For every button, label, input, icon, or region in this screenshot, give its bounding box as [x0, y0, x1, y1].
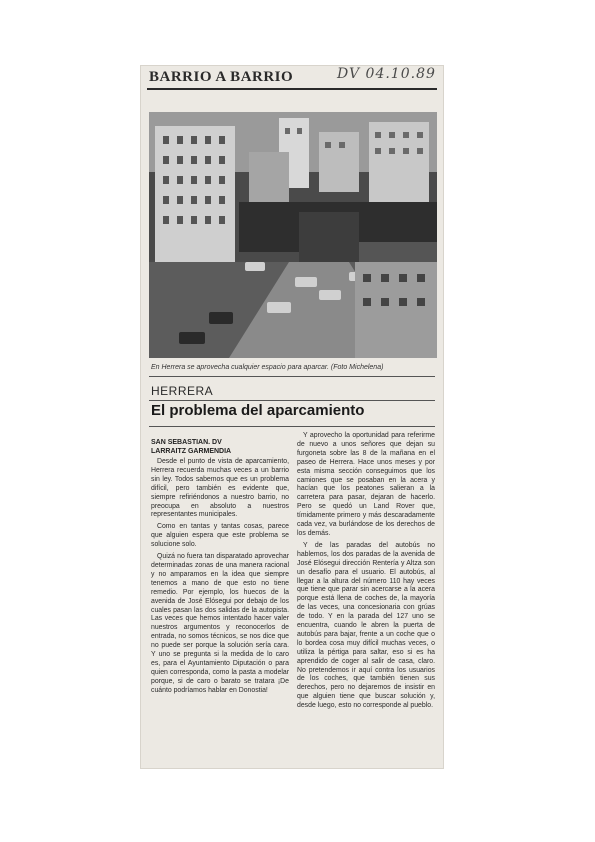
byline [151, 438, 231, 456]
caption-rule [149, 376, 435, 377]
kicker-rule [149, 400, 435, 401]
newspaper-clipping [141, 66, 443, 768]
section-heading: BARRIO A BARRIO [149, 69, 294, 85]
byline-location: SAN SEBASTIAN. DV [151, 439, 222, 446]
photo-illustration [149, 112, 437, 358]
handwritten-date-note: DV 04.10.89 [337, 66, 436, 82]
paragraph: Desde el punto de vista de aparcamiento, Herrera recuerda muchas veces a un barrio sin ley. Todos sabemos que es un problema difícil, pero también es evidente que, siempre refiriéndonos a nuestro barrio, no preocupa en absoluto a nuestros representantes municipales. [151, 458, 289, 519]
section-rule [147, 88, 437, 90]
paragraph: Y aprovecho la oportunidad para referirme de nuevo a unos señores que dejan su furgoneta sobre las 8 de la mañana en el paseo de Herrera. Hace unos meses y por esta misma sección conseguimos que los camiones que se posaban en la acera y hacían que los peatones salieran a la carretera para pasar, dejaran de hacerlo. Pero se quedó un Land Rover que, tímidamente primero y más descaradamente cada vez, va burlándose de los derechos de los demás. [297, 432, 435, 537]
headline: El problema del aparcamiento [151, 402, 365, 419]
byline-author: LARRAITZ GARMENDIA [151, 448, 232, 455]
body-column-right [297, 432, 435, 714]
body-column-left [151, 458, 289, 699]
kicker: HERRERA [151, 384, 214, 398]
paragraph: Quizá no fuera tan disparatado aprovechar determinadas zonas de una manera racional y no amparamos en la idea que siempre tenemos a mano de que esto no tiene remedio. Por ejemplo, los huecos de la avenida de José Elósegui por debajo de los cuales pasan las dos salidas de la autopista. Las veces que hemos intentado hacer valer nuestros argumentos y reconocerlos de entrada, no somos técnicos, se nos dice que no puede ser porque la solución sería cara. Y uno se pregunta si la medida de lo caro es, para el Ayuntamiento Diputación o para quien corresponda, como la pasta a modelar porque, si de caro o barato se tratara ¡De cuánto podríamos hablar en Donostia! [151, 553, 289, 694]
news-photo [149, 112, 437, 358]
headline-rule [149, 426, 435, 427]
paragraph: Y de las paradas del autobús no hablemos, los dos paradas de la avenida de José Elósegui dirección Rentería y Altza son un desafío para el usuario. El autobús, al llegar a la altura del número 110 hay veces que tiene que parar sin acercarse a la acera porque está llena de coches de, la mayoría de las veces, una concesionaria con grúas de todo. Y en la parada del 127 uno se encuentra, cuando le abren la puerta de autobús para bajar, frente a un coche que o lo bordea cosa muy difícil muchas veces, o utiliza la pértiga para saltar, eso si es ha aprendido de coger al salir de casa, claro. No pretendemos ir aquí contra los usuarios de los coches, que también tienen sus derechos, pero no dejaremos de insistir en que alguien tiene que buscar solución y, desde luego, esto no corresponde al pueblo. [297, 541, 435, 710]
photo-caption: En Herrera se aprovecha cualquier espacio para aparcar. (Foto Michelena) [151, 364, 384, 371]
paragraph: Como en tantas y tantas cosas, parece que alguien espera que este problema se solucione solo. [151, 523, 289, 549]
